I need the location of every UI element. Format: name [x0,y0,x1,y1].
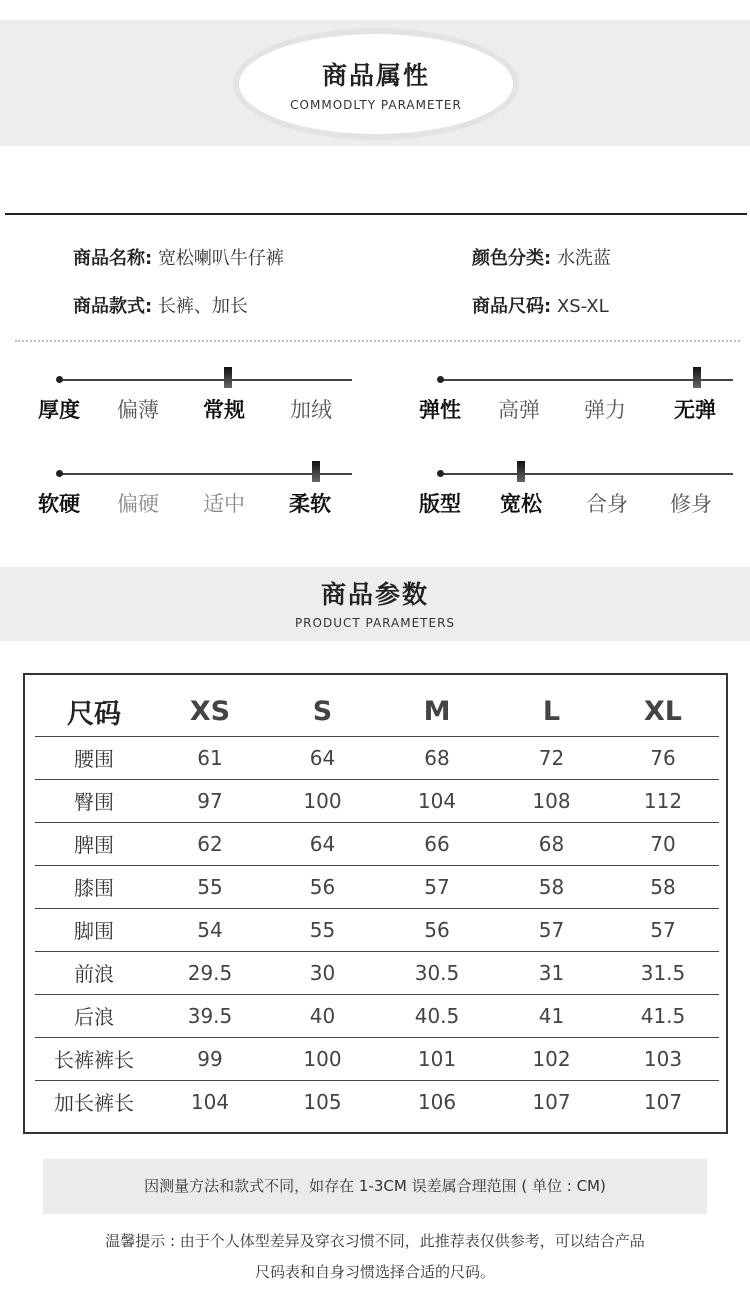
table-header-row [35,687,719,736]
size-value: 56 [378,908,496,951]
size-value: 108 [496,779,607,822]
size-value: 68 [378,736,496,779]
slider-start-dot [56,470,63,477]
slider-track [60,473,352,475]
attr-color [472,244,611,270]
table-row [35,865,719,908]
size-value: 62 [153,822,267,865]
table-row [35,1037,719,1080]
row-label: 长裤裤长 [35,1037,153,1080]
size-value: 106 [417,1089,457,1114]
table-row [35,779,719,822]
slider-option-selected: 无弹 [674,398,716,422]
slider-start-dot [56,376,63,383]
section-divider [5,213,747,215]
attr-size [472,292,609,318]
slider-title: 版型 [419,492,461,516]
size-value: 97 [153,779,267,822]
slider-start-dot [437,470,444,477]
slider-option: 适中 [203,492,245,516]
attr-label: 商品款式: [73,296,153,317]
slider-option-selected: 柔软 [289,492,331,516]
size-value: 99 [153,1037,267,1080]
slider-option: 偏硬 [117,492,159,516]
attr-label: 商品尺码: [472,296,552,317]
row-label: 膝围 [35,865,153,908]
row-label: 脚围 [35,908,153,951]
size-value: 101 [378,1037,496,1080]
slider-track [441,473,733,475]
slider-track [60,379,352,381]
slider-marker [693,367,701,388]
size-value: 72 [496,736,607,779]
slider-option: 高弹 [498,398,540,422]
slider-start-dot [437,376,444,383]
size-table [35,687,719,1123]
slider-marker [517,461,525,482]
size-value: 41.5 [607,994,719,1037]
table-row [35,908,719,951]
size-value: 40 [267,994,378,1037]
size-value: 30.5 [378,951,496,994]
slider-option: 合身 [586,492,628,516]
measurement-note: 因测量方法和款式不同，如存在 1-3CM 误差属合理范围 ( 单位 : CM) [43,1159,707,1214]
size-value: 40.5 [378,994,496,1037]
parameters-header-band [0,567,750,641]
size-value: 102 [496,1037,607,1080]
slider-option-selected: 宽松 [500,492,542,516]
slider-option: 弹力 [584,398,626,422]
tip-line-2: 尺码表和自身习惯选择合适的尺码。 [254,1263,495,1281]
slider-title: 弹性 [419,398,461,422]
size-value: 112 [607,779,719,822]
size-value: 57 [496,908,607,951]
attr-product-name [73,244,284,270]
attr-value: 长裤、加长 [157,296,248,317]
size-value: 55 [267,908,378,951]
slider-marker [312,461,320,482]
column-header: M [378,687,496,736]
table-row [35,951,719,994]
slider-option: 加绒 [290,398,332,422]
row-label: 后浪 [35,994,153,1037]
tip-line-1: 温馨提示 : 由于个人体型差异及穿衣习惯不同，此推荐表仅供参考，可以结合产品 [105,1232,645,1250]
attributes-subtitle: COMMODLTY PARAMETER [290,98,462,112]
size-value: 66 [378,822,496,865]
slider-title: 厚度 [38,398,80,422]
size-value: 105 [303,1089,342,1114]
attr-value: XS-XL [556,296,609,317]
size-value: 58 [607,865,719,908]
size-value: 100 [267,779,378,822]
attr-value: 宽松喇叭牛仔裤 [157,248,284,269]
table-row [35,994,719,1037]
size-value: 104 [378,779,496,822]
attr-label: 商品名称: [73,248,153,269]
attr-label: 颜色分类: [472,248,552,269]
size-value: 64 [267,822,378,865]
size-value: 68 [496,822,607,865]
size-value: 31.5 [607,951,719,994]
slider-softness [35,461,355,521]
attr-style [73,292,248,318]
size-value: 70 [607,822,719,865]
row-label: 腰围 [35,736,153,779]
size-value: 39.5 [153,994,267,1037]
column-header: 尺码 [35,687,153,736]
slider-option-selected: 常规 [203,398,245,422]
size-value: 61 [153,736,267,779]
size-value: 104 [190,1089,230,1114]
size-value: 29.5 [153,951,267,994]
table-row [35,822,719,865]
size-value: 103 [607,1037,719,1080]
row-label: 脾围 [35,822,153,865]
size-value: 107 [532,1089,571,1114]
size-table-frame [23,673,728,1134]
size-value: 57 [607,908,719,951]
parameters-subtitle: PRODUCT PARAMETERS [294,616,456,630]
column-header: L [496,687,607,736]
row-label: 加长裤长 [54,1091,134,1116]
size-value: 58 [496,865,607,908]
column-header: XS [153,687,267,736]
slider-marker [224,367,232,388]
size-value: 76 [607,736,719,779]
size-value: 56 [267,865,378,908]
slider-option: 偏薄 [117,398,159,422]
parameters-title: 商品参数 [320,580,429,609]
attr-value: 水洗蓝 [556,248,611,269]
column-header: S [267,687,378,736]
size-value: 100 [267,1037,378,1080]
column-header: XL [607,687,719,736]
attributes-title: 商品属性 [321,61,430,90]
attributes-header-badge [233,28,519,140]
slider-fit [416,461,736,521]
slider-elasticity [416,367,736,427]
size-value: 64 [267,736,378,779]
size-value: 41 [496,994,607,1037]
table-row [35,736,719,779]
slider-thickness [35,367,355,427]
slider-track [441,379,733,381]
row-label: 前浪 [35,951,153,994]
size-value: 31 [496,951,607,994]
slider-option: 修身 [670,492,712,516]
dotted-divider [15,340,740,342]
size-value: 55 [153,865,267,908]
size-value: 54 [153,908,267,951]
table-row [35,1080,719,1123]
size-value: 57 [378,865,496,908]
slider-title: 软硬 [38,492,80,516]
size-value: 30 [267,951,378,994]
size-value: 107 [643,1089,683,1114]
row-label: 臀围 [35,779,153,822]
